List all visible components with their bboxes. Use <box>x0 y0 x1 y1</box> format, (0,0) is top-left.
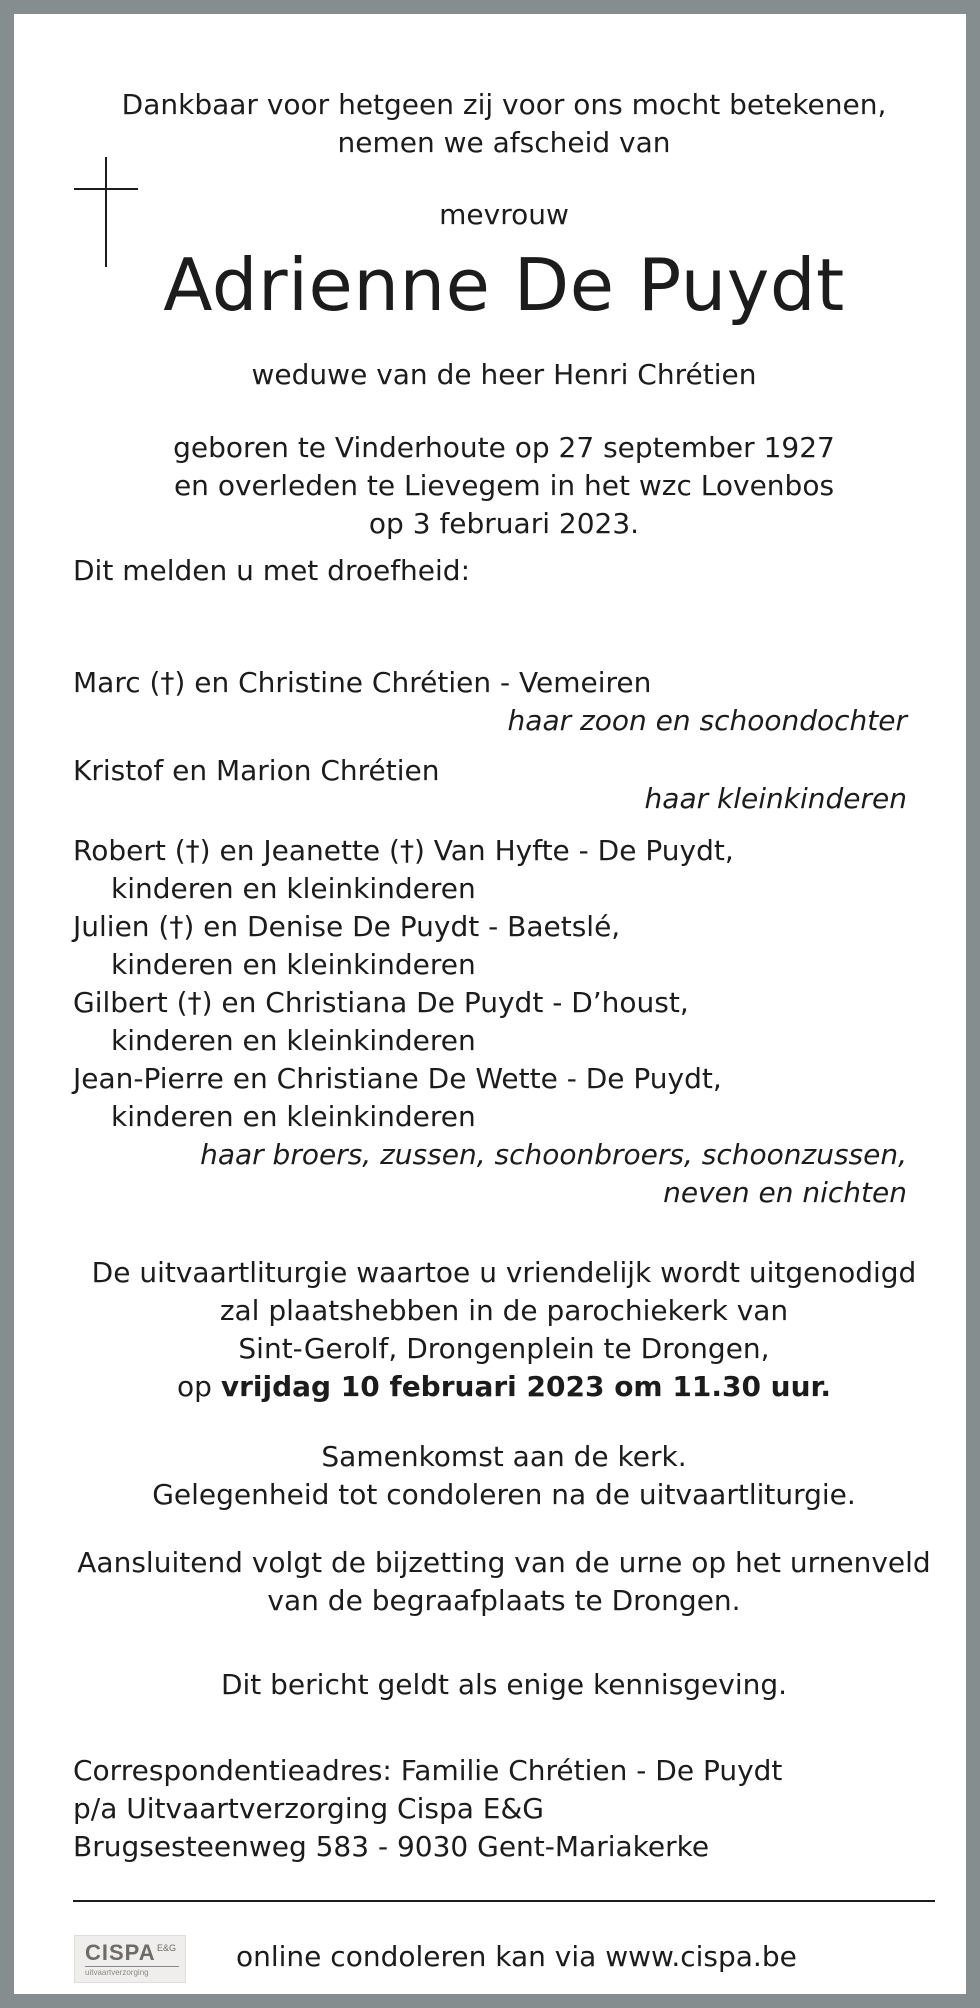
gathering-line: Samenkomst aan de kerk. <box>321 1440 687 1473</box>
intro-line: nemen we afscheid van <box>337 126 671 159</box>
liturgy-date-prefix: op <box>177 1370 221 1403</box>
cispa-logo <box>74 1935 186 1983</box>
gathering-line: Gelegenheid tot condoleren na de uitvaartliturgie. <box>152 1478 856 1511</box>
correspondence-line: p/a Uitvaartverzorging Cispa E&G <box>73 1792 544 1825</box>
siblings-role-line: haar broers, zussen, schoonbroers, schoonzussen, <box>200 1138 907 1171</box>
liturgy-line: Sint-Gerolf, Drongenplein te Drongen, <box>238 1332 770 1365</box>
family-grandchildren: Kristof en Marion Chrétien <box>73 754 440 787</box>
deceased-name: Adrienne De Puydt <box>163 243 845 327</box>
birth-death-line: op 3 februari 2023. <box>368 507 640 540</box>
liturgy-date: vrijdag 10 februari 2023 om 11.30 uur. <box>220 1370 831 1403</box>
liturgy-info <box>14 1254 980 1406</box>
sibling-names: Gilbert (†) en Christiana De Puydt - D’houst, <box>73 986 689 1019</box>
liturgy-line: De uitvaartliturgie waartoe u vriendelijk wordt uitgenodigd <box>91 1256 917 1289</box>
correspondence-line: Brugsesteenweg 583 - 9030 Gent-Mariakerke <box>73 1830 710 1863</box>
liturgy-line: zal plaatshebben in de parochiekerk van <box>219 1294 789 1327</box>
burial-line: Aansluitend volgt de bijzetting van de urne op het urnenveld <box>77 1546 931 1579</box>
sibling-sub: kinderen en kleinkinderen <box>111 948 476 981</box>
intro-line: Dankbaar voor hetgeen zij voor ons mocht betekenen, <box>121 88 887 121</box>
sibling-names: Julien (†) en Denise De Puydt - Baetslé, <box>73 910 621 943</box>
sibling-names: Robert (†) en Jeanette (†) Van Hyfte - De Puydt, <box>73 834 734 867</box>
spouse-line: weduwe van de heer Henri Chrétien <box>251 358 757 391</box>
birth-death-info <box>14 429 980 543</box>
notice-text: Dit bericht geldt als enige kennisgeving. <box>220 1668 788 1701</box>
sibling-sub: kinderen en kleinkinderen <box>111 1100 476 1133</box>
online-condolence-text: online condoleren kan via www.cispa.be <box>236 1940 797 1973</box>
family-siblings-role <box>200 1136 907 1212</box>
gathering-info <box>14 1438 980 1514</box>
birth-death-line: en overleden te Lievegem in het wzc Lovenbos <box>173 469 835 502</box>
siblings-role-line: neven en nichten <box>663 1176 907 1209</box>
footer-divider <box>73 1900 935 1902</box>
liturgy-date-line <box>14 1368 980 1406</box>
logo-eg: E&G <box>157 1943 177 1953</box>
title-prefix: mevrouw <box>439 198 569 231</box>
logo-word: CISPA <box>85 1940 156 1965</box>
burial-line: van de begraafplaats te Drongen. <box>267 1584 741 1617</box>
announce-text: Dit melden u met droefheid: <box>73 554 471 587</box>
birth-death-line: geboren te Vinderhoute op 27 september 1927 <box>173 431 835 464</box>
family-grandchildren-role: haar kleinkinderen <box>644 782 907 815</box>
sibling-names: Jean-Pierre en Christiane De Wette - De Puydt, <box>73 1062 722 1095</box>
logo-sub: uitvaartverzorging <box>85 1968 149 1977</box>
burial-info <box>14 1544 980 1620</box>
family-siblings <box>73 832 734 1136</box>
sibling-sub: kinderen en kleinkinderen <box>111 1024 476 1057</box>
family-son-role: haar zoon en schoondochter <box>507 704 907 737</box>
intro-text <box>14 86 980 162</box>
correspondence-address <box>73 1752 782 1866</box>
correspondence-line: Correspondentieadres: Familie Chrétien - De Puydt <box>73 1754 783 1787</box>
family-son: Marc (†) en Christine Chrétien - Vemeiren <box>73 666 652 699</box>
sibling-sub: kinderen en kleinkinderen <box>111 872 476 905</box>
